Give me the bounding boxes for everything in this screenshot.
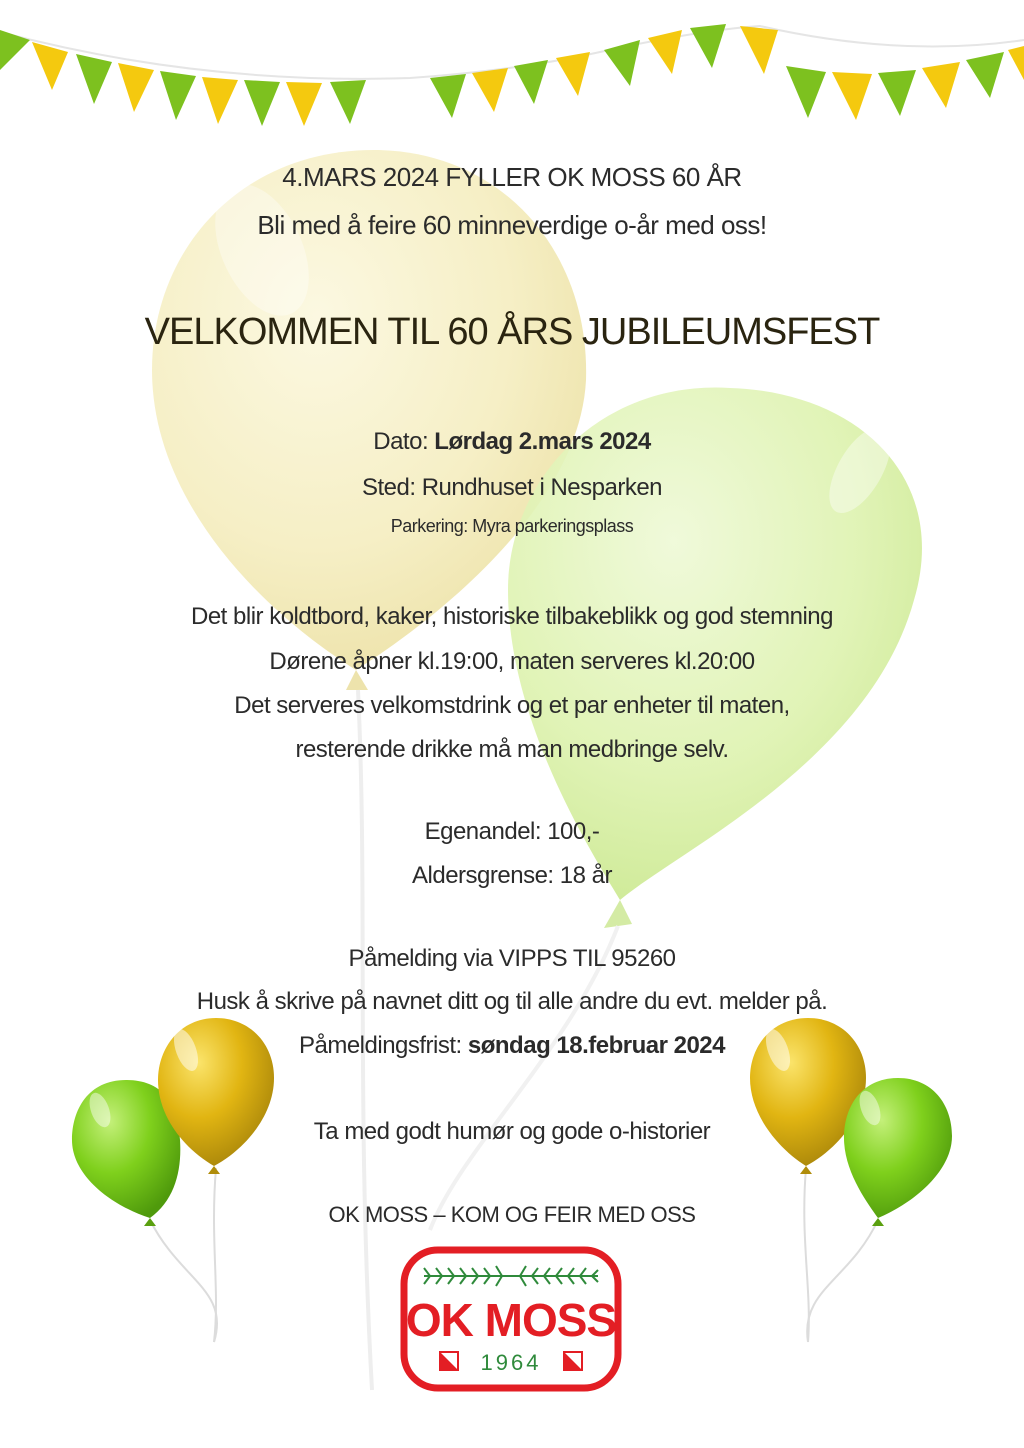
body-line-1: Det blir koldtbord, kaker, historiske tilbakeblikk og god stemning <box>191 603 833 630</box>
orienteering-flag-icon <box>440 1352 458 1370</box>
signup-deadline <box>0 1032 1024 1060</box>
body-line-2: Dørene åpner kl.19:00, maten serveres kl.20:00 <box>269 648 755 675</box>
price-age-limit: Aldersgrense: 18 år <box>412 862 612 889</box>
signup-deadline-label: Påmeldingsfrist: <box>298 1032 468 1059</box>
ok-moss-logo <box>400 1246 622 1392</box>
closing-line-1: Ta med godt humør og gode o-historier <box>313 1118 711 1145</box>
logo-year: 1964 <box>480 1350 542 1375</box>
intro-line-2: Bli med å feire 60 minneverdige o-år med oss! <box>257 210 767 240</box>
body-line-3: Det serveres velkomstdrink og et par enheter til maten, <box>234 692 790 719</box>
event-date-label: Dato: <box>373 428 435 455</box>
body-line-4: resterende drikke må man medbringe selv. <box>295 736 729 763</box>
logo-name: OK MOSS <box>405 1294 617 1346</box>
intro-line-1: 4.MARS 2024 FYLLER OK MOSS 60 ÅR <box>282 162 742 192</box>
signup-deadline-value: søndag 18.februar 2024 <box>467 1032 726 1059</box>
signup-line-2: Husk å skrive på navnet ditt og til alle andre du evt. melder på. <box>196 988 828 1015</box>
event-place: Sted: Rundhuset i Nesparken <box>361 474 663 501</box>
price-fee: Egenandel: 100,- <box>424 818 600 845</box>
page-title: VELKOMMEN TIL 60 ÅRS JUBILEUMSFEST <box>144 311 880 353</box>
event-parking: Parkering: Myra parkeringsplass <box>390 516 634 536</box>
closing-line-2: OK MOSS – KOM OG FEIR MED OSS <box>328 1202 696 1227</box>
orienteering-flag-icon <box>564 1352 582 1370</box>
signup-line-1: Påmelding via VIPPS TIL 95260 <box>348 945 676 972</box>
event-date-value: Lørdag 2.mars 2024 <box>434 428 651 455</box>
event-date <box>0 428 1024 456</box>
